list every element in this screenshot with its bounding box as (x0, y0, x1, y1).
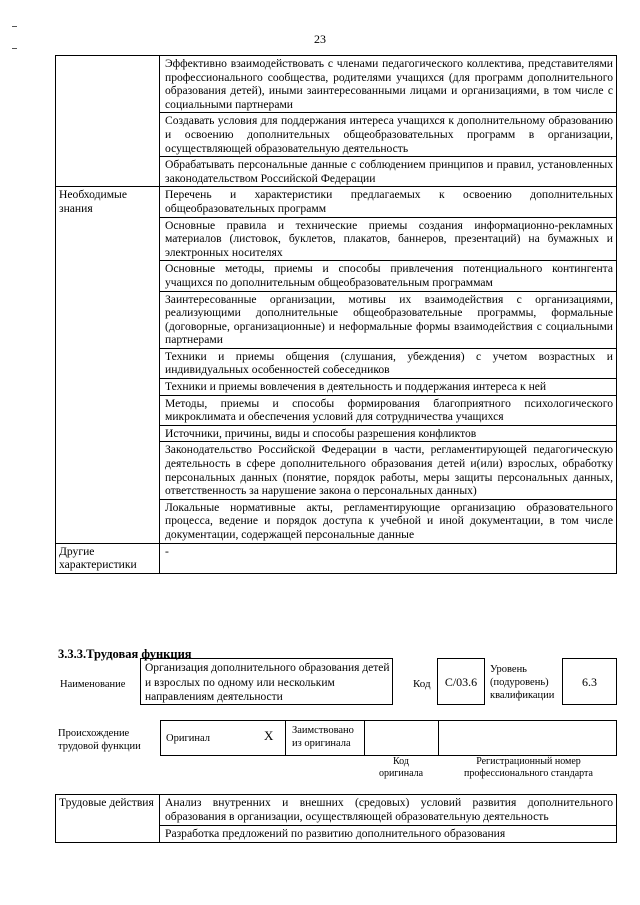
knowledge-item: Локальные нормативные акты, регламентирующие организацию образовательного процесса, ведение и порядок доступа к учебной и иной документации, в том числе документации, содержащей персональные данные (160, 499, 617, 543)
labor-actions-table (55, 794, 617, 843)
reg-number-caption: Регистрационный номер профессионального стандарта (464, 756, 593, 779)
knowledge-item: Основные правила и технические приемы создания информационно-рекламных материалов (листовок, буклетов, плакатов, баннеров, презентаций) на бумажных и электронных носителях (160, 217, 617, 261)
level-value: 6.3 (582, 675, 597, 689)
table-row (56, 56, 617, 113)
knowledge-item: Источники, причины, виды и способы разрешения конфликтов (160, 425, 617, 442)
origin-code-cell (364, 720, 439, 756)
reg-number-cell (438, 720, 617, 756)
page-number: 23 (314, 32, 326, 46)
origin-code-caption: Код оригинала (378, 756, 424, 779)
knowledge-item: Техники и приемы общения (слушания, убеждения) с учетом возрастных и индивидуальных особенностей собеседников (160, 348, 617, 378)
level-label: Уровень (подуровень) квалификации (490, 664, 555, 701)
knowledge-item: Техники и приемы вовлечения в деятельность и поддержания интереса к ней (160, 379, 617, 396)
skill-item: Обрабатывать персональные данные с соблюдением принципов и правил, установленных законодательством Российской Федерации (160, 157, 617, 187)
origin-label: Происхождение трудовой функции (58, 728, 141, 752)
code-value: C/03.6 (444, 675, 478, 689)
original-mark: X (264, 728, 274, 743)
knowledge-item: Основные методы, приемы и способы привлечения потенциального контингента учащихся по дополнительным общеобразовательным программам (160, 261, 617, 291)
table-row (56, 187, 617, 217)
action-item: Анализ внутренних и внешних (средовых) условий развития дополнительного образования в организации, осуществляющей образовательную деятельность (160, 795, 617, 826)
knowledge-item: Перечень и характеристики предлагаемых к освоению дополнительных общеобразовательных программ (160, 187, 617, 217)
knowledge-item: Методы, приемы и способы формирования благоприятного психологического микроклимата и обеспечения условий для сотрудничества учащихся (160, 395, 617, 425)
function-name-value: Организация дополнительного образования детей и взрослых по одному или нескольким направлениям деятельности (145, 662, 390, 703)
code-label: Код (413, 678, 431, 690)
margin-mark (12, 26, 17, 27)
borrowed-label: Заимствовано из оригинала (292, 725, 354, 749)
margin-mark (12, 48, 17, 49)
table-row (56, 795, 617, 826)
other-value: - (160, 543, 617, 573)
knowledge-item: Законодательство Российской Федерации в части, регламентирующей педагогическую деятельность в сфере дополнительного образования детей и(или) взрослых, обработку персональных данных (понятие, порядок работы, меры защиты персональных данных, ответственность за нарушение закона о персональных данных) (160, 442, 617, 499)
table-row (56, 543, 617, 573)
qualification-requirements-table (55, 55, 617, 574)
knowledge-label: Необходимые знания (56, 187, 160, 543)
section-heading: 3.3.3.Трудовая функция (58, 647, 192, 661)
original-label: Оригинал (166, 733, 210, 744)
skills-label-continued (56, 56, 160, 187)
knowledge-item: Заинтересованные организации, мотивы их взаимодействия с организациями, реализующими дополнительные общеобразовательные программы, формальные (договорные, организационные) и неформальные формы взаимодействия с социальными партнерами (160, 291, 617, 348)
other-label: Другие характеристики (56, 543, 160, 573)
actions-label: Трудовые действия (56, 795, 160, 843)
skill-item: Эффективно взаимодействовать с членами педагогического коллектива, представителями профессионального сообщества, родителями учащихся (для программ дополнительного образования детей), иными заинтересованными лицами и организациями, в том числе с социальными партнерами (160, 56, 617, 113)
skill-item: Создавать условия для поддержания интереса учащихся к дополнительному образованию и освоению дополнительных общеобразовательных программ в организации, осуществляющей образовательную деятельность (160, 113, 617, 157)
action-item: Разработка предложений по развитию дополнительного образования (160, 826, 617, 843)
name-label: Наименование (60, 679, 126, 690)
